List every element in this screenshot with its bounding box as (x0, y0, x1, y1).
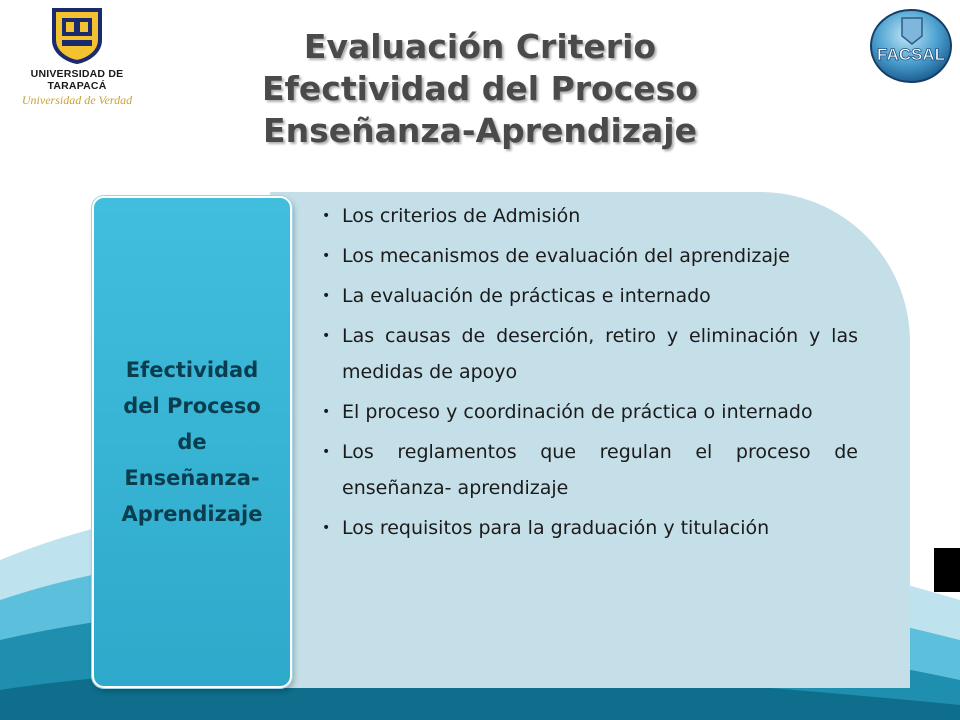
list-item (322, 510, 858, 546)
university-motto: Universidad de Verdad (21, 93, 133, 107)
bullet-icon: • (322, 328, 331, 344)
label-line: del Proceso (123, 394, 261, 418)
bullet-icon: • (322, 404, 331, 420)
university-name: UNIVERSIDAD DE TARAPACÁ (30, 68, 124, 92)
criteria-list (322, 198, 858, 550)
list-item (322, 238, 858, 274)
list-item-text: Los mecanismos de evaluación del aprendizaje (342, 245, 790, 267)
label-line: Efectividad (125, 358, 259, 382)
list-item (322, 198, 858, 234)
university-logo (8, 6, 146, 106)
title-line-1: Evaluación Criterio (303, 27, 657, 66)
list-item-text: Las causas de deserción, retiro y eliminación y las medidas de apoyo (342, 325, 858, 383)
label-line: de (177, 430, 207, 454)
list-item (322, 434, 858, 506)
bullet-icon: • (322, 208, 331, 224)
category-label (102, 352, 282, 532)
list-item (322, 394, 858, 430)
black-bar (934, 548, 960, 592)
bullet-icon: • (322, 444, 331, 460)
bullet-icon: • (322, 288, 331, 304)
page-title (180, 26, 780, 152)
university-shield-icon (48, 6, 106, 64)
label-line: Enseñanza- (124, 466, 260, 490)
list-item-text: Los requisitos para la graduación y titulación (342, 517, 770, 539)
label-line: Aprendizaje (121, 502, 263, 526)
title-line-3: Enseñanza-Aprendizaje (263, 111, 697, 150)
list-item-text: Los reglamentos que regulan el proceso de enseñanza- aprendizaje (342, 441, 858, 499)
list-item (322, 318, 858, 390)
list-item-text: La evaluación de prácticas e internado (342, 285, 711, 307)
list-item-text: Los criterios de Admisión (342, 205, 581, 227)
bullet-icon: • (322, 248, 331, 264)
faculty-logo-text: FACSAL (877, 45, 945, 64)
faculty-logo (866, 6, 956, 86)
list-item-text: El proceso y coordinación de práctica o internado (342, 401, 813, 423)
bullet-icon: • (322, 520, 331, 536)
list-item (322, 278, 858, 314)
category-label-box (92, 196, 292, 688)
title-line-2: Efectividad del Proceso (262, 69, 698, 108)
